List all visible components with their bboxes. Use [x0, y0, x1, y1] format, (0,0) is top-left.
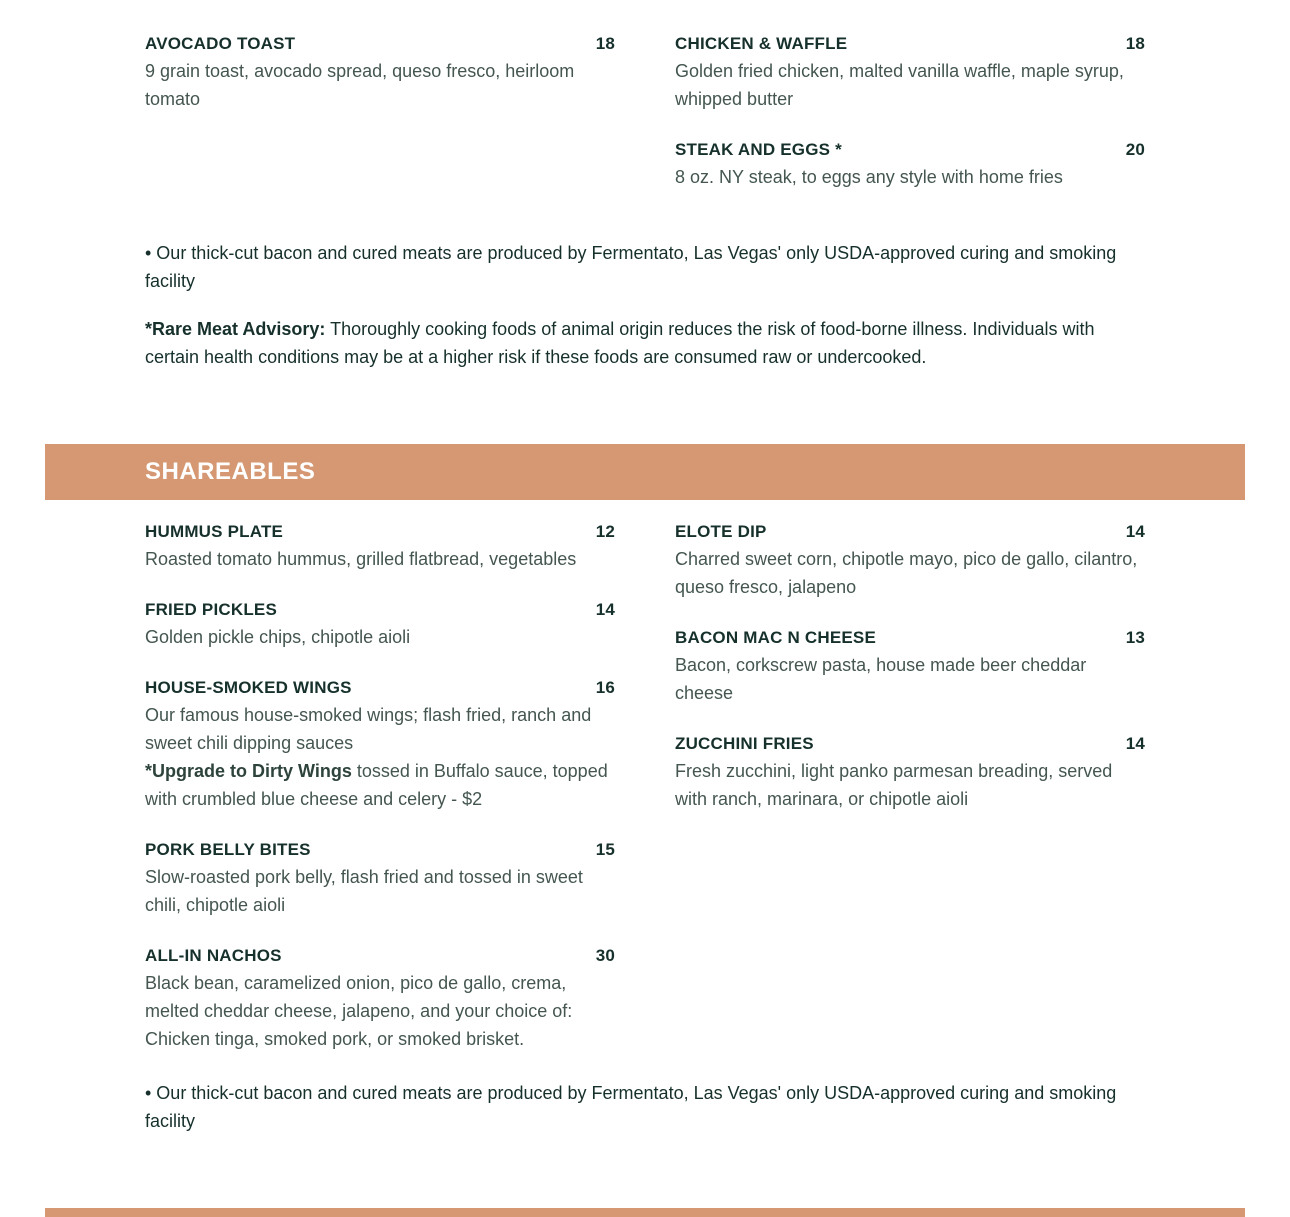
menu-item	[675, 33, 1145, 113]
menu-item-price: 15	[595, 840, 615, 859]
breakfast-right-column	[675, 33, 1145, 217]
menu-item-description: Fresh zucchini, light panko parmesan breading, served with ranch, marinara, or chipotle aioli	[675, 761, 1113, 809]
menu-item-price: 14	[595, 600, 615, 619]
menu-item-name: HOUSE-SMOKED WINGS	[145, 678, 352, 697]
menu-item-description: Black bean, caramelized onion, pico de gallo, crema, melted cheddar cheese, jalapeno, and your choice of: Chicken tinga, smoked pork, or smoked brisket.	[145, 973, 573, 1049]
upgrade-label: *Upgrade to Dirty Wings	[145, 761, 352, 781]
upgrade-text: tossed in Buffalo sauce, topped with crumbled blue cheese and celery - $2	[145, 761, 608, 809]
menu-item-name: STEAK AND EGGS *	[675, 140, 842, 159]
section-title: SHAREABLES	[145, 458, 316, 485]
menu-item-description: 9 grain toast, avocado spread, queso fresco, heirloom tomato	[145, 61, 575, 109]
menu-item	[145, 33, 615, 113]
menu-item-price: 14	[1125, 522, 1145, 541]
menu-item-name: ELOTE DIP	[675, 522, 767, 541]
menu-item-name: FRIED PICKLES	[145, 600, 278, 619]
wings-upgrade	[145, 757, 615, 813]
shareables-left-column	[145, 521, 615, 1079]
menu-item-price: 30	[595, 946, 615, 965]
menu-item-description: Charred sweet corn, chipotle mayo, pico de gallo, cilantro, queso fresco, jalapeno	[675, 549, 1138, 597]
menu-item	[145, 945, 615, 1053]
menu-item-description: Our famous house-smoked wings; flash fried, ranch and sweet chili dipping sauces	[145, 705, 592, 753]
menu-item-name: AVOCADO TOAST	[145, 34, 296, 53]
menu-item	[675, 733, 1145, 813]
menu-item	[675, 627, 1145, 707]
menu-item-name: CHICKEN & WAFFLE	[675, 34, 848, 53]
menu-item-price: 18	[1125, 34, 1145, 53]
menu-item-description: Golden fried chicken, malted vanilla waffle, maple syrup, whipped butter	[675, 61, 1124, 109]
menu-item-name: PORK BELLY BITES	[145, 840, 311, 859]
menu-item-price: 13	[1125, 628, 1145, 647]
menu-item-description: Roasted tomato hummus, grilled flatbread, vegetables	[145, 549, 577, 569]
menu-item-price: 14	[1125, 734, 1145, 753]
menu-item-description: Bacon, corkscrew pasta, house made beer cheddar cheese	[675, 655, 1087, 703]
menu-item-price: 20	[1125, 140, 1145, 159]
advisory-text: Thoroughly cooking foods of animal origin reduces the risk of food-borne illness. Individuals with certain health conditions may be at a higher risk if these foods are consumed raw or undercooked.	[145, 319, 1095, 367]
menu-item	[145, 677, 615, 813]
bacon-note: • Our thick-cut bacon and cured meats are produced by Fermentato, Las Vegas' only USDA-approved curing and smoking facility	[145, 1083, 1117, 1131]
menu-item-price: 12	[595, 522, 615, 541]
menu-item-description: 8 oz. NY steak, to eggs any style with home fries	[675, 167, 1063, 187]
menu-item-name: ALL-IN NACHOS	[145, 946, 282, 965]
menu-item-description: Slow-roasted pork belly, flash fried and tossed in sweet chili, chipotle aioli	[145, 867, 583, 915]
next-section-band	[45, 1208, 1245, 1217]
menu-item-name: HUMMUS PLATE	[145, 522, 284, 541]
menu-item	[675, 139, 1145, 191]
menu-item-name: ZUCCHINI FRIES	[675, 734, 814, 753]
shareables-header-band	[45, 444, 1245, 500]
breakfast-left-column	[145, 33, 615, 139]
menu-item-price: 16	[595, 678, 615, 697]
shareables-right-column	[675, 521, 1145, 839]
menu-item	[675, 521, 1145, 601]
menu-item	[145, 599, 615, 651]
menu-item	[145, 521, 615, 573]
menu-item	[145, 839, 615, 919]
rare-meat-advisory	[145, 315, 1145, 371]
bacon-note: • Our thick-cut bacon and cured meats are produced by Fermentato, Las Vegas' only USDA-approved curing and smoking facility	[145, 243, 1117, 291]
menu-item-price: 18	[595, 34, 615, 53]
menu-item-description: Golden pickle chips, chipotle aioli	[145, 627, 411, 647]
menu-item-name: BACON MAC N CHEESE	[675, 628, 877, 647]
advisory-label: *Rare Meat Advisory:	[145, 319, 326, 339]
